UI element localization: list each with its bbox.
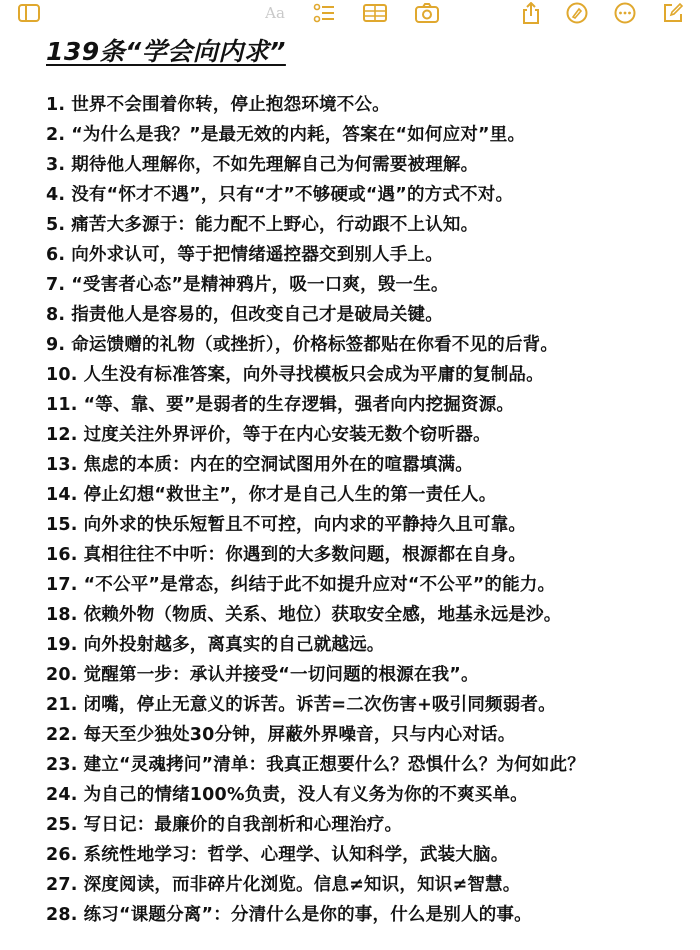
list-item [46, 630, 686, 660]
list-item-number: 18. [46, 605, 78, 625]
list-item-text: 真相往往不中听：你遇到的大多数问题，根源都在自身。 [83, 545, 527, 565]
list-item [46, 150, 686, 180]
list-item-number: 7. [46, 275, 66, 295]
list-item-number: 6. [46, 245, 66, 265]
list-item-text: 停止幻想“救世主”，你才是自己人生的第一责任人。 [83, 485, 497, 505]
markup-icon[interactable] [564, 0, 590, 26]
list-item-number: 23. [46, 755, 78, 775]
list-item-text: 痛苦大多源于：能力配不上野心，行动跟不上认知。 [71, 215, 479, 235]
list-item-text: 每天至少独处30分钟，屏蔽外界噪音，只与内心对话。 [83, 725, 516, 745]
list-item-text: 觉醒第一步：承认并接受“一切问题的根源在我”。 [83, 665, 479, 685]
list-item-number: 10. [46, 365, 78, 385]
list-item-text: 向外求的快乐短暂且不可控，向内求的平静持久且可靠。 [83, 515, 527, 535]
notes-toolbar [0, 0, 700, 26]
list-item-number: 25. [46, 815, 78, 835]
note-list [46, 90, 686, 930]
list-item-text: 闭嘴，停止无意义的诉苦。诉苦=二次伤害+吸引同频弱者。 [83, 695, 556, 715]
list-item-number: 4. [46, 185, 66, 205]
list-item [46, 780, 686, 810]
list-item-text: “为什么是我？”是最无效的内耗，答案在“如何应对”里。 [71, 125, 526, 145]
list-item-text: 世界不会围着你转，停止抱怨环境不公。 [71, 95, 390, 115]
list-item [46, 240, 686, 270]
list-item-number: 22. [46, 725, 78, 745]
list-item-number: 15. [46, 515, 78, 535]
list-item [46, 720, 686, 750]
checklist-icon[interactable] [310, 0, 338, 26]
list-item-number: 14. [46, 485, 78, 505]
table-icon[interactable] [360, 0, 390, 26]
list-item [46, 570, 686, 600]
list-item-text: 建立“灵魂拷问”清单：我真正想要什么？恐惧什么？为何如此？ [83, 755, 585, 775]
list-item-text: “不公平”是常态，纠结于此不如提升应对“不公平”的能力。 [83, 575, 556, 595]
list-item [46, 600, 686, 630]
list-item [46, 210, 686, 240]
list-item [46, 870, 686, 900]
list-item-number: 9. [46, 335, 66, 355]
list-item [46, 540, 686, 570]
list-item-number: 27. [46, 875, 78, 895]
list-item-number: 11. [46, 395, 78, 415]
list-item-number: 5. [46, 215, 66, 235]
list-item-number: 8. [46, 305, 66, 325]
list-item-text: 依赖外物（物质、关系、地位）获取安全感，地基永远是沙。 [83, 605, 562, 625]
list-item-number: 26. [46, 845, 78, 865]
list-item-text: 为自己的情绪100%负责，没人有义务为你的不爽买单。 [83, 785, 528, 805]
list-item-number: 1. [46, 95, 66, 115]
list-item-number: 21. [46, 695, 78, 715]
list-item-text: 练习“课题分离”：分清什么是你的事，什么是别人的事。 [83, 905, 532, 925]
list-item [46, 300, 686, 330]
list-item [46, 690, 686, 720]
list-item [46, 750, 686, 780]
compose-icon[interactable] [660, 0, 686, 26]
list-item-number: 24. [46, 785, 78, 805]
format-text-icon[interactable]: Aa [265, 3, 285, 22]
list-item-text: “等、靠、要”是弱者的生存逻辑，强者向内挖掘资源。 [83, 395, 515, 415]
list-item-number: 19. [46, 635, 78, 655]
list-item-number: 17. [46, 575, 78, 595]
note-title: 139条“学会向内求” [46, 37, 286, 66]
list-item-text: 期待他人理解你，不如先理解自己为何需要被理解。 [71, 155, 479, 175]
list-item-number: 28. [46, 905, 78, 925]
list-item [46, 270, 686, 300]
list-item [46, 900, 686, 930]
list-item [46, 120, 686, 150]
list-item-number: 13. [46, 455, 78, 475]
list-item-text: 向外投射越多，离真实的自己就越远。 [83, 635, 385, 655]
list-item [46, 330, 686, 360]
list-item-number: 16. [46, 545, 78, 565]
list-item [46, 420, 686, 450]
list-item [46, 390, 686, 420]
list-item [46, 450, 686, 480]
camera-icon[interactable] [412, 0, 442, 26]
list-item [46, 810, 686, 840]
list-item-text: 过度关注外界评价，等于在内心安装无数个窃听器。 [83, 425, 491, 445]
list-item-text: 向外求认可，等于把情绪遥控器交到别人手上。 [71, 245, 443, 265]
share-icon[interactable] [518, 0, 544, 26]
list-item-number: 3. [46, 155, 66, 175]
list-item [46, 480, 686, 510]
list-item [46, 180, 686, 210]
list-item-text: 焦虑的本质：内在的空洞试图用外在的喧嚣填满。 [83, 455, 474, 475]
list-item-text: 没有“怀才不遇”，只有“才”不够硬或“遇”的方式不对。 [71, 185, 514, 205]
list-item-number: 20. [46, 665, 78, 685]
list-item-text: 指责他人是容易的，但改变自己才是破局关键。 [71, 305, 443, 325]
sidebar-icon[interactable] [14, 0, 44, 26]
list-item [46, 360, 686, 390]
list-item-text: 人生没有标准答案，向外寻找模板只会成为平庸的复制品。 [83, 365, 544, 385]
list-item-text: 写日记：最廉价的自我剖析和心理治疗。 [83, 815, 403, 835]
list-item [46, 90, 686, 120]
list-item-text: 深度阅读，而非碎片化浏览。信息≠知识，知识≠智慧。 [83, 875, 521, 895]
list-item-text: 命运馈赠的礼物（或挫折），价格标签都贴在你看不见的后背。 [71, 335, 559, 355]
list-item-number: 12. [46, 425, 78, 445]
list-item-text: 系统性地学习：哲学、心理学、认知科学，武装大脑。 [83, 845, 509, 865]
more-icon[interactable] [612, 0, 638, 26]
list-item [46, 510, 686, 540]
list-item-text: “受害者心态”是精神鸦片，吸一口爽，毁一生。 [71, 275, 449, 295]
list-item-number: 2. [46, 125, 66, 145]
list-item [46, 840, 686, 870]
list-item [46, 660, 686, 690]
